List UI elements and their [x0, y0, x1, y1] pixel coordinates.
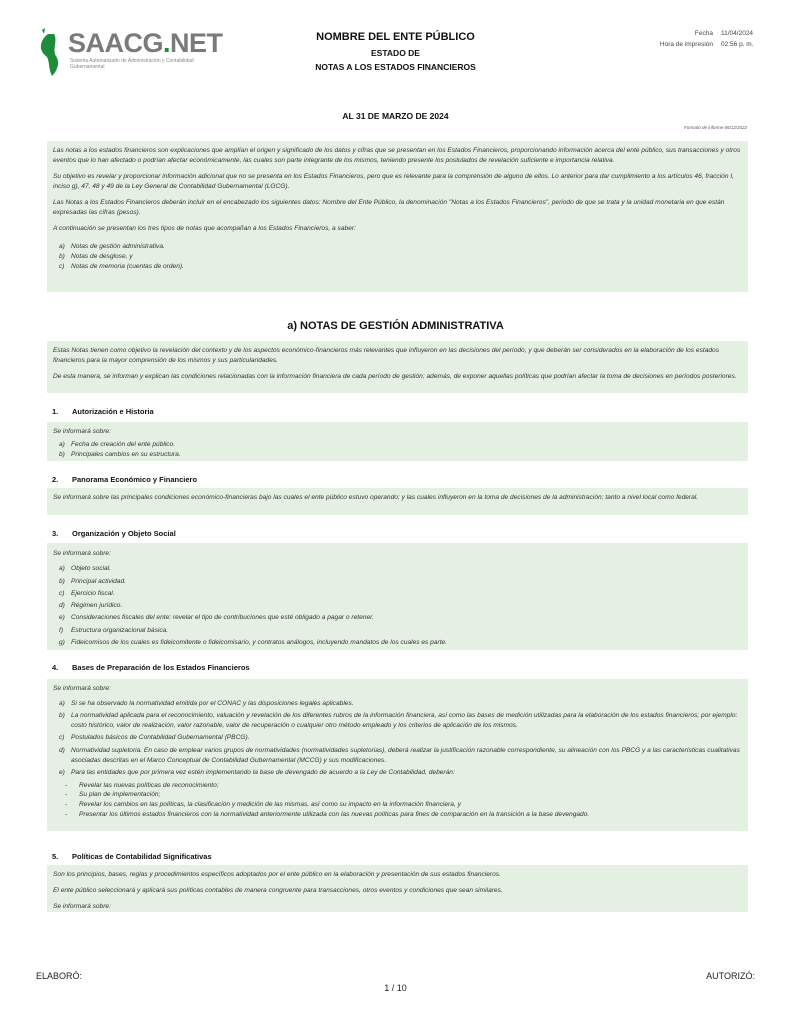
list-item: [59, 440, 742, 450]
section-1-heading: [52, 407, 154, 416]
section-a-box: [47, 341, 748, 393]
item-marker: -: [65, 791, 68, 799]
section-number: 3.: [52, 529, 59, 538]
section-paragraph: El ente público seleccionará y aplicará sus políticas contables de manera congruente para transacciones, otros eventos y condiciones que sean similares.: [53, 887, 503, 894]
item-text: Notas de memoria (cuentas de orden).: [71, 263, 184, 270]
section-intro: Se informará sobre:: [53, 428, 111, 435]
section-paragraph: Son los principios, bases, reglas y procedimientos específicos adoptados por el ente público en la elaboración y presentación de sus estados financieros.: [53, 871, 501, 878]
intro-paragraph: A continuación se presentan los tres tipos de notas que acompañan a los Estados Financieros, a saber:: [53, 225, 356, 232]
list-item: [59, 252, 742, 262]
section-paragraph: Se informará sobre:: [53, 903, 111, 910]
intro-paragraph: Las Notas a los Estados Financieros deberán incluir en el encabezado los siguientes datos: Nombre del Ente Público, la denominación "Notas a los Estados Financieros", periodo de que se trata y la unidad monetaria en que están expresadas las cifras (pesos).: [53, 199, 725, 216]
section-title: Políticas de Contabilidad Significativas: [72, 852, 212, 861]
item-marker: a): [59, 441, 65, 448]
item-marker: b): [59, 253, 65, 260]
report-title: NOTAS A LOS ESTADOS FINANCIEROS: [315, 62, 476, 72]
item-text: Revelar los cambios en las políticas, la clasificación y medición de las mismas, así como su impacto en la información financiera, y: [79, 800, 461, 808]
item-text: Presentar los últimos estados financieros con la normatividad anteriormente utilizada con las nuevas políticas para fines de comparación en la transición a la base devengado.: [79, 810, 590, 818]
item-text: Revelar las nuevas políticas de reconocimiento;: [79, 781, 219, 789]
autorizo-label: AUTORIZÓ:: [706, 971, 755, 981]
item-marker: -: [65, 810, 68, 818]
section-4-heading: [52, 663, 250, 672]
item-text: Postulados básicos de Contabilidad Gubernamental (PBCG).: [71, 734, 250, 742]
section-paragraph: Estas Notas tienen como objetivo la revelación del contexto y de los aspectos económico-financieros más relevantes que influyeron en las decisiones del período, y que deberán ser considerados en la elaboración de los estados financieros para la mayor comprensión de los mismos y sus particularidades.: [53, 347, 719, 364]
item-marker: -: [65, 800, 68, 808]
list-item: [59, 625, 742, 637]
page-number: 1 / 10: [384, 983, 407, 993]
list-item: [65, 781, 742, 791]
list-item: [59, 612, 742, 624]
date-label: Fecha: [694, 30, 713, 37]
item-text: Estructura organizacional básica.: [71, 626, 169, 634]
item-marker: g): [59, 639, 65, 647]
item-text: Objeto social.: [71, 565, 111, 573]
print-meta: [660, 28, 755, 50]
section-title: Panorama Económico y Financiero: [72, 475, 198, 484]
item-marker: d): [59, 602, 65, 610]
item-marker: c): [59, 734, 65, 742]
section-4-box: [47, 679, 748, 831]
item-text: Notas de gestión administrativa.: [71, 243, 165, 250]
section-2-box: [47, 488, 748, 515]
item-text: Su plan de implementación;: [79, 791, 161, 799]
intro-paragraph: Las notas a los estados financieros son explicaciones que amplían el origen y significado de los datos y cifras que se presentan en los Estados Financieros, proporcionando información acerca del ente público, sus transacciones y otros eventos que lo han afectado o podrían afectar económicamente, las cuales son parte integrante de los mismos, teniendo presente los postulados de revelación suficiente e importancia relativa.: [53, 147, 741, 164]
list-item: [59, 588, 742, 600]
item-marker: c): [59, 263, 65, 270]
entity-name: NOMBRE DEL ENTE PÚBLICO: [316, 31, 475, 43]
list-item: [59, 576, 742, 588]
logo-tagline: Sistema Automatizado de Administración y Contabilidad Gubernamental: [70, 58, 194, 70]
item-marker: e): [59, 614, 65, 622]
section-title: Autorización e Historia: [72, 407, 154, 416]
item-marker: e): [59, 769, 65, 777]
list-item: [59, 699, 742, 709]
item-text: Para las entidades que por primera vez estén implementando la base de devengado de acuerdo a la Ley de Contabilidad, deberán:: [71, 769, 455, 777]
section-2-heading: [52, 475, 197, 484]
section-a-title: a) NOTAS DE GESTIÓN ADMINISTRATIVA: [287, 320, 504, 332]
section-3-box: [47, 543, 748, 650]
section-5-heading: [52, 852, 212, 861]
list-item: [59, 242, 742, 252]
item-marker: d): [59, 746, 65, 754]
item-text: Fecha de creación del ente público.: [71, 441, 176, 448]
list-item: [59, 746, 742, 765]
item-marker: b): [59, 712, 65, 720]
item-marker: a): [59, 243, 65, 250]
list-item: [59, 600, 742, 612]
section-1-box: [47, 422, 748, 461]
item-text: Si se ha observado la normatividad emitida por el CONAC y las disposiciones legales aplicables.: [71, 699, 354, 707]
item-marker: a): [59, 699, 65, 707]
intro-box: [47, 141, 748, 292]
item-text: Consideraciones fiscales del ente: revelar el tipo de contribuciones que esté obligado a pagar o retener.: [71, 614, 374, 622]
item-marker: a): [59, 565, 65, 573]
print-date: 11/04/2024: [721, 30, 754, 37]
list-item: [59, 733, 742, 743]
elaboro-label: ELABORÓ:: [36, 971, 83, 981]
list-item: [65, 800, 742, 810]
intro-paragraph: Su objetivo es revelar y proporcionar información adicional que no se presenta en los Estados Financieros, pero que es relevante para la comprensión de alguno de ellos. Lo anterior para dar cumplimiento a los artículos 46, fracción I, inciso g), 47, 48 y 49 de la Ley General de Contabilidad Gubernamental (LGCG).: [53, 173, 735, 190]
list-item: [59, 262, 742, 272]
time-label: Hora de impresión: [659, 41, 713, 48]
section-3-heading: [52, 529, 176, 538]
section-number: 4.: [52, 663, 59, 672]
list-item: [65, 810, 742, 820]
logo-name: SAACG.NET: [68, 28, 223, 58]
item-marker: -: [65, 781, 68, 789]
item-text: Régimen jurídico.: [71, 602, 123, 610]
item-marker: b): [59, 577, 65, 585]
item-text: Ejercicio fiscal.: [71, 589, 115, 597]
section-intro: Se informará sobre:: [53, 550, 111, 557]
item-marker: f): [59, 626, 64, 634]
item-marker: b): [59, 451, 65, 458]
section-5-box: [47, 865, 748, 912]
item-text: Notas de desglose, y: [71, 253, 133, 260]
section-title: Bases de Preparación de los Estados Financieros: [72, 663, 250, 672]
section-number: 1.: [52, 407, 59, 416]
section-paragraph: Se informará sobre las principales condiciones económico-financieras bajo las cuales el ente público estuvo operando; y las cuales influyeron en la toma de decisiones de la administración; tanto a nivel local como federal.: [53, 494, 699, 501]
statement-label: ESTADO DE: [371, 48, 420, 58]
list-item: [59, 637, 742, 649]
item-text: La normatividad aplicada para el reconocimiento, valuación y revelación de los diferentes rubros de la información financiera, así como las bases de medición utilizadas para la elaboración de los estados financieros; por ejemplo: costo histórico, valor de realización, valor razonable, valor de recuperación o cualquier otro método empleado y los criterios de aplicación de los mismos.: [71, 712, 738, 729]
list-item: [59, 450, 742, 460]
item-text: Principales cambios en su estructura.: [71, 451, 181, 458]
section-number: 5.: [52, 852, 59, 861]
section-number: 2.: [52, 475, 59, 484]
item-text: Normatividad supletoria. En caso de emplear varios grupos de normatividades (normatividades supletorias), deberá realizar la justificación razonable correspondiente, su alineación con los PBCG y a las características cualitativas asociadas descritas en el Marco Conceptual de Contabilidad Gubernamental (MCCG) y sus modificaciones.: [71, 746, 740, 764]
item-text: Fideicomisos de los cuales es fideicomitente o fideicomisario, y contratos análogos, incluyendo mandatos de los cuales es parte.: [71, 639, 448, 647]
list-item: [59, 711, 742, 730]
item-marker: c): [59, 589, 65, 597]
list-item: [59, 563, 742, 575]
item-text: Principal actividad.: [71, 577, 126, 585]
list-item: [65, 790, 742, 800]
print-time: 02:56 p. m.: [721, 41, 754, 48]
section-paragraph: De esta manera, se informan y explican las condiciones relacionadas con la información financiera de cada período de gestión; además, de exponer aquellas políticas que podrían afectar la toma de decisiones en períodos posteriores.: [53, 373, 737, 380]
list-item: [59, 768, 742, 778]
format-note: Formato de informe 06/12/2022: [683, 125, 747, 130]
period-title: AL 31 DE MARZO DE 2024: [342, 111, 449, 121]
section-title: Organización y Objeto Social: [72, 529, 176, 538]
section-intro: Se informará sobre:: [53, 685, 111, 692]
